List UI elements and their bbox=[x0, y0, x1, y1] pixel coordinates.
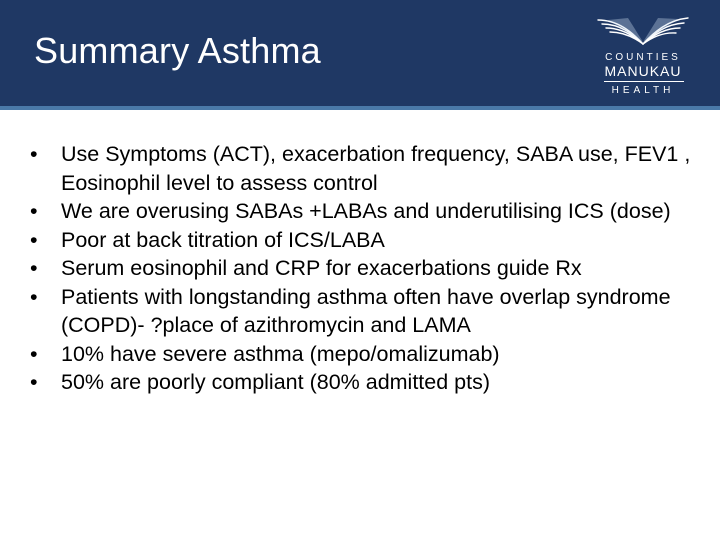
slide-header bbox=[0, 0, 720, 106]
bullet-marker: • bbox=[30, 370, 38, 394]
logo-text-manukau: MANUKAU bbox=[604, 63, 682, 79]
wave-logo-icon bbox=[588, 14, 698, 50]
bullet-marker: • bbox=[30, 142, 38, 166]
bullet-text: We are overusing SABAs +LABAs and underutilising ICS (dose) bbox=[61, 199, 671, 223]
bullet-text: Patients with longstanding asthma often have overlap syndrome (COPD)- ?place of azithromycin and LAMA bbox=[61, 284, 671, 337]
logo-text-counties: COUNTIES bbox=[605, 52, 681, 63]
header-underline bbox=[0, 106, 720, 110]
bullet-marker: • bbox=[30, 256, 38, 280]
bullet-item bbox=[30, 226, 700, 255]
bullet-item bbox=[30, 254, 700, 283]
bullet-list bbox=[30, 140, 700, 397]
counties-manukau-logo bbox=[588, 14, 698, 102]
bullet-text: Serum eosinophil and CRP for exacerbations guide Rx bbox=[61, 256, 582, 280]
bullet-item bbox=[30, 140, 700, 197]
bullet-item bbox=[30, 283, 700, 340]
bullet-item bbox=[30, 340, 700, 369]
bullet-marker: • bbox=[30, 227, 38, 252]
bullet-text: Poor at back titration of ICS/LABA bbox=[61, 227, 385, 252]
slide-title: Summary Asthma bbox=[34, 30, 321, 71]
bullet-text: 10% have severe asthma (mepo/omalizumab) bbox=[61, 341, 500, 366]
bullet-item bbox=[30, 368, 700, 397]
bullet-marker: • bbox=[30, 284, 38, 309]
bullet-text: 50% are poorly compliant (80% admitted pts) bbox=[61, 370, 491, 394]
bullet-item bbox=[30, 197, 700, 226]
logo-text-health: HEALTH bbox=[611, 85, 675, 96]
bullet-marker: • bbox=[30, 341, 38, 366]
logo-divider bbox=[604, 81, 684, 82]
bullet-text: Use Symptoms (ACT), exacerbation frequency, SABA use, FEV1 , Eosinophil level to assess control bbox=[61, 142, 691, 195]
bullet-marker: • bbox=[30, 199, 38, 223]
